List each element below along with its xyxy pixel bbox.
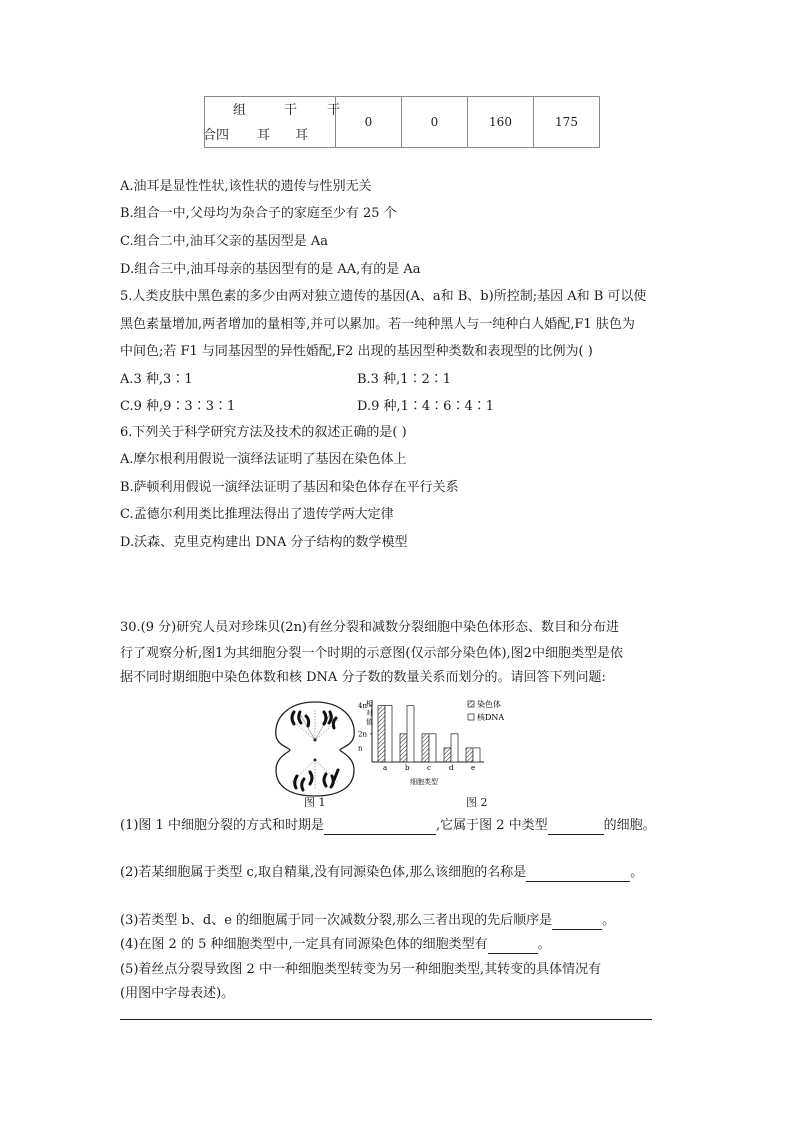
q30-sub1 [120, 817, 656, 835]
q5-option-b: B.3 种,1∶2∶1 [357, 372, 452, 387]
q30-sub4 [120, 936, 551, 954]
q30-stem-line: 据不同时期细胞中染色体数和核 DNA 分子数的数量关系而划分的。请回答下列问题: [120, 670, 606, 685]
q4-option-d: D.组合三中,油耳母亲的基因型有的是 AA,有的是 Aa [120, 262, 421, 277]
y-tick-label: 2n [358, 730, 367, 739]
table-cell: 175 [534, 97, 600, 148]
answer-blank[interactable] [548, 820, 604, 835]
bar-c-chromosome [422, 734, 429, 762]
x-tick-label: b [405, 764, 410, 772]
q30-stem-line: 30.(9 分)研究人员对珍珠贝(2n)有丝分裂和减数分裂细胞中染色体形态、数目和分布进 [120, 620, 620, 635]
figure-1-cell-diagram [270, 696, 360, 800]
x-tick-label: c [427, 764, 431, 772]
x-tick-label: a [383, 764, 388, 772]
bar-d-dna [451, 734, 458, 762]
y-axis-label-1: 相 [366, 700, 373, 708]
bar-c-dna [429, 734, 436, 762]
q30-sub3-text-a: (3)若类型 b、d、e 的细胞属于同一次减数分裂,那么三者出现的先后顺序是 [120, 913, 553, 928]
q30-sub4-text-a: (4)在图 2 的 5 种细胞类型中,一定具有同源染色体的细胞类型有 [120, 937, 488, 952]
q5-stem-line: 5.人类皮肤中黑色素的多少由两对独立遗传的基因(A、a和 B、b)所控制;基因 A和 B 可以使 [120, 289, 647, 304]
y-axis-label-3: 值 [366, 718, 373, 726]
q5-option-d: D.9 种,1∶4∶6∶4∶1 [357, 399, 494, 414]
figure-1-caption: 图 1 [304, 796, 326, 809]
q30-sub1-text-c: 的细胞。 [603, 818, 656, 833]
q5-stem-line: 黑色素量增加,两者增加的量相等,并可以累加。若一纯种黑人与一纯种白人婚配,F1 肤色为 [120, 317, 635, 332]
q30-sub1-text-b: ,它属于图 2 中类型 [435, 818, 548, 833]
q30-sub4-text-b: 。 [537, 937, 551, 952]
bar-a-dna [385, 706, 392, 762]
q30-stem-line: 行了观察分析,图1为其细胞分裂一个时期的示意图(仅示部分染色体),图2中细胞类型是依 [120, 646, 623, 661]
legend-label-chromosome: 染色体 [477, 700, 501, 709]
y-axis-label-2: 对 [366, 709, 373, 717]
q30-sub2 [120, 864, 643, 882]
bar-b-dna [407, 706, 414, 762]
q30-sub3 [120, 912, 615, 930]
table-cell: 0 [402, 97, 468, 148]
q30-sub5-line: (5)着丝点分裂导致图 2 中一种细胞类型转变为另一种细胞类型,其转变的具体情况有 [120, 962, 602, 977]
q30-sub5-line: (用图中字母表述)。 [120, 986, 235, 1001]
q6-option-d: D.沃森、克里克构建出 DNA 分子结构的数学模型 [120, 535, 408, 550]
x-tick-label: d [449, 764, 454, 772]
figure-2-bar-chart [358, 696, 518, 792]
q30-sub2-text-a: (2)若某细胞属于类型 c,取自精巢,没有同源染色体,那么该细胞的名称是 [120, 865, 527, 880]
answer-blank[interactable] [526, 867, 630, 882]
table-cell: 160 [468, 97, 534, 148]
legend-label-dna: 核DNA [477, 713, 505, 722]
q6-option-b: B.萨顿利用假说一演绎法证明了基因和染色体存在平行关系 [120, 480, 459, 495]
q5-option-a: A.3 种,3∶1 [120, 372, 193, 387]
table-cell: 0 [336, 97, 402, 148]
bar-d-chromosome [444, 748, 451, 762]
y-tick-label: n [358, 744, 363, 753]
legend-swatch-chromosome [468, 701, 474, 707]
q30-sub1-text-a: (1)图 1 中细胞分裂的方式和时期是 [120, 818, 324, 833]
figure-2-caption: 图 2 [466, 796, 488, 809]
data-table [204, 96, 600, 148]
bar-e-dna [473, 748, 480, 762]
q5-option-c: C.9 种,9∶3∶3∶1 [120, 399, 236, 414]
x-tick-label: e [471, 764, 476, 772]
q5-stem-line: 中间色;若 F1 与同基因型的异性婚配,F2 出现的基因型种类数和表现型的比例为( ) [120, 344, 593, 359]
y-tick-label: 4n [358, 702, 367, 711]
answer-line[interactable] [120, 1019, 652, 1020]
q4-option-b: B.组合一中,父母均为杂合子的家庭至少有 25 个 [120, 206, 397, 221]
bar-e-chromosome [466, 748, 473, 762]
x-axis-label: 细胞类型 [410, 778, 438, 786]
answer-blank[interactable] [552, 915, 602, 930]
q6-option-a: A.摩尔根利用假说一演绎法证明了基因在染色体上 [120, 452, 407, 467]
q4-option-a: A.油耳是显性性状,该性状的遗传与性别无关 [120, 179, 372, 194]
q4-option-c: C.组合二中,油耳父亲的基因型是 Aa [120, 234, 329, 249]
answer-blank[interactable] [324, 820, 436, 835]
q30-sub2-text-b: 。 [630, 865, 644, 880]
q6-option-c: C.孟德尔利用类比推理法得出了遗传学两大定律 [120, 507, 394, 522]
table-cell-group: 组 干 干 合四 耳 耳 [205, 97, 336, 148]
table-row [205, 97, 600, 148]
bar-a-chromosome [378, 706, 385, 762]
answer-blank[interactable] [488, 939, 538, 954]
q30-sub3-text-b: 。 [602, 913, 616, 928]
bar-b-chromosome [400, 734, 407, 762]
legend-swatch-dna [468, 714, 474, 720]
q6-stem: 6.下列关于科学研究方法及技术的叙述正确的是( ) [120, 425, 407, 440]
